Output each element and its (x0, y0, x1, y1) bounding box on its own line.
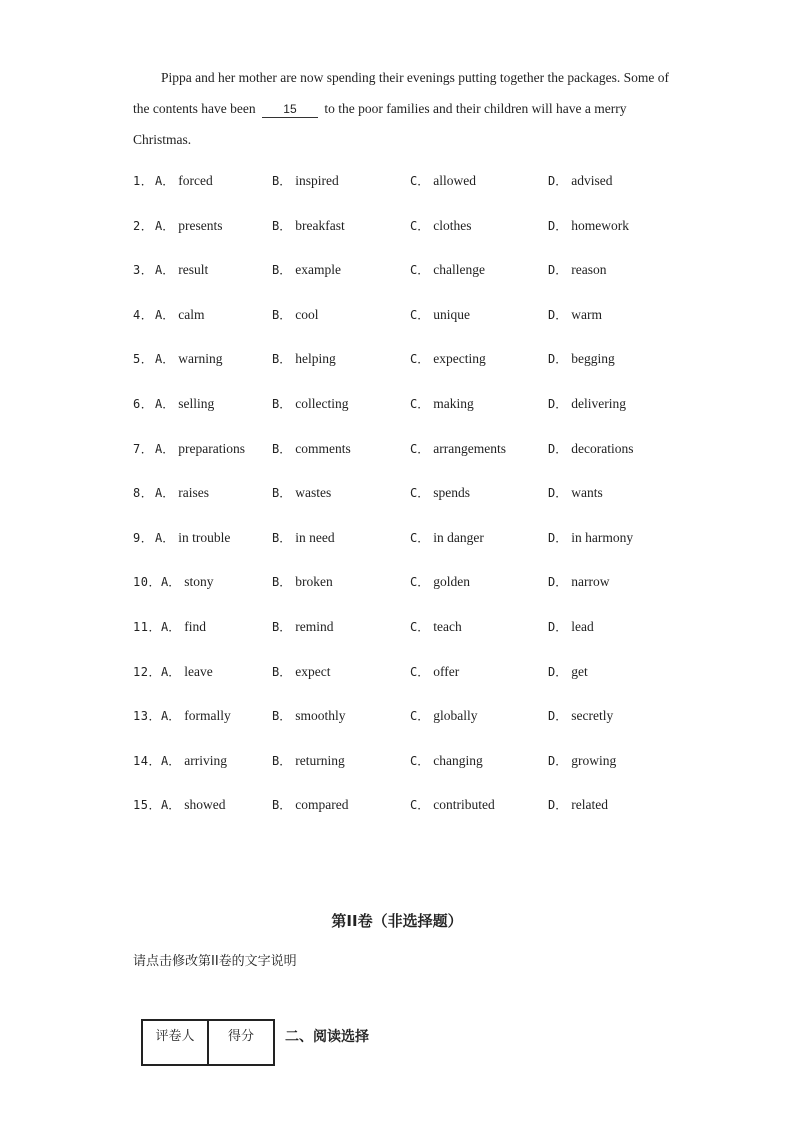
option-letter: B． (272, 575, 292, 590)
option-b[interactable] (272, 663, 330, 680)
option-text: arrangements (433, 440, 506, 456)
option-letter: C． (410, 753, 430, 768)
option-b[interactable] (272, 350, 336, 367)
option-letter: A． (161, 709, 181, 724)
option-letter: D． (548, 396, 568, 411)
question-number: 15． (133, 798, 161, 813)
option-letter: D． (548, 664, 568, 679)
question-row (133, 707, 693, 752)
option-letter: C． (410, 441, 430, 456)
option-d[interactable] (548, 663, 588, 680)
option-text: lead (571, 618, 594, 634)
option-c[interactable] (410, 217, 471, 234)
option-letter: B． (272, 664, 292, 679)
question-number: 1． (133, 174, 154, 188)
option-letter: C． (410, 174, 430, 188)
option-text: decorations (571, 440, 634, 456)
option-letter: A． (155, 352, 175, 367)
question-row (133, 172, 693, 217)
option-a[interactable] (155, 306, 204, 323)
question-number: 14． (133, 753, 161, 768)
option-c[interactable] (410, 172, 476, 189)
option-d[interactable] (548, 350, 615, 367)
option-a[interactable] (155, 440, 245, 457)
option-letter: A． (161, 753, 181, 768)
question-row (133, 618, 693, 663)
option-text: globally (433, 708, 478, 724)
option-a[interactable] (155, 395, 214, 412)
option-text: growing (571, 752, 617, 768)
option-letter: B． (272, 218, 292, 233)
option-text: formally (184, 708, 231, 724)
option-d[interactable] (548, 217, 629, 234)
option-b[interactable] (272, 217, 345, 234)
option-a[interactable] (155, 529, 230, 546)
option-text: wastes (295, 485, 332, 501)
option-text: returning (295, 752, 345, 768)
option-letter: A． (161, 575, 181, 590)
option-letter: A． (155, 218, 175, 233)
score-cell: 得分 (208, 1020, 274, 1065)
option-text: forced (178, 173, 213, 188)
section-note[interactable]: 请点击修改第II卷的文字说明 (133, 954, 297, 969)
option-d[interactable] (548, 261, 606, 278)
option-text: calm (178, 306, 205, 322)
question-number: 7． (133, 441, 154, 456)
option-d[interactable] (548, 796, 608, 813)
question-number: 13． (133, 709, 161, 724)
option-letter: A． (155, 174, 175, 188)
option-a[interactable] (155, 350, 222, 367)
option-b[interactable] (272, 752, 345, 769)
option-d[interactable] (548, 573, 609, 590)
option-a[interactable] (155, 261, 208, 278)
option-letter: D． (548, 352, 568, 367)
option-d[interactable] (548, 172, 612, 189)
option-letter: A． (155, 396, 175, 411)
option-letter: D． (548, 174, 568, 188)
option-c[interactable] (410, 618, 462, 635)
option-text: raises (178, 485, 209, 501)
option-text: get (571, 663, 588, 679)
option-letter: C． (410, 664, 430, 679)
question-number: 12． (133, 664, 161, 679)
option-text: delivering (571, 395, 626, 411)
option-letter: C． (410, 530, 430, 545)
question-row (133, 440, 693, 485)
option-c[interactable] (410, 350, 486, 367)
option-text: offer (433, 663, 460, 679)
option-text: preparations (178, 440, 245, 456)
option-text: find (184, 618, 206, 634)
passage-text-part1: Pippa and her mother are now spending their evenings putting together the packages. Some of the contents have been (133, 70, 669, 116)
option-b[interactable] (272, 796, 348, 813)
option-text: expect (295, 663, 331, 679)
option-letter: B． (272, 174, 292, 188)
option-b[interactable] (272, 484, 331, 501)
option-letter: D． (548, 263, 568, 278)
option-text: secretly (571, 708, 614, 724)
option-letter: B． (272, 709, 292, 724)
option-letter: A． (155, 486, 175, 501)
option-text: golden (433, 574, 470, 590)
option-text: compared (295, 797, 349, 813)
option-b[interactable] (272, 395, 348, 412)
option-text: making (433, 395, 474, 411)
option-letter: D． (548, 798, 568, 813)
option-text: example (295, 262, 341, 278)
question-number: 11． (133, 619, 161, 634)
option-b[interactable] (272, 529, 335, 546)
option-b[interactable] (272, 618, 333, 635)
option-b[interactable] (272, 573, 333, 590)
question-row (133, 752, 693, 797)
option-text: showed (184, 797, 226, 813)
option-c[interactable] (410, 484, 470, 501)
question-list (133, 172, 693, 841)
question-row (133, 529, 693, 574)
option-letter: B． (272, 263, 292, 278)
option-a[interactable] (155, 217, 222, 234)
option-text: presents (178, 217, 223, 233)
option-a[interactable] (161, 663, 213, 680)
option-letter: C． (410, 575, 430, 590)
option-text: wants (571, 485, 603, 501)
option-a[interactable] (161, 618, 206, 635)
option-text: related (571, 797, 608, 813)
option-letter: A． (161, 619, 181, 634)
question-row (133, 796, 693, 841)
option-text: inspired (295, 173, 339, 188)
option-letter: C． (410, 352, 430, 367)
option-letter: D． (548, 530, 568, 545)
option-letter: B． (272, 798, 292, 813)
option-letter: B． (272, 352, 292, 367)
option-d[interactable] (548, 618, 594, 635)
question-row (133, 350, 693, 395)
option-text: warning (178, 351, 223, 367)
question-row (133, 395, 693, 440)
option-text: contributed (433, 797, 495, 813)
option-c[interactable] (410, 573, 470, 590)
question-row (133, 573, 693, 618)
question-number: 2． (133, 218, 154, 233)
option-c[interactable] (410, 306, 470, 323)
option-text: collecting (295, 395, 349, 411)
question-number: 8． (133, 486, 154, 501)
option-letter: C． (410, 486, 430, 501)
option-text: clothes (433, 217, 472, 233)
option-c[interactable] (410, 529, 484, 546)
option-text: challenge (433, 262, 485, 278)
option-letter: C． (410, 307, 430, 322)
option-c[interactable] (410, 261, 485, 278)
option-letter: C． (410, 619, 430, 634)
option-text: broken (295, 574, 333, 590)
option-text: spends (433, 485, 470, 501)
question-number: 3． (133, 263, 154, 278)
option-letter: B． (272, 307, 292, 322)
option-letter: D． (548, 307, 568, 322)
option-letter: A． (161, 798, 181, 813)
question-row (133, 484, 693, 529)
option-text: result (178, 262, 209, 278)
option-b[interactable] (272, 306, 318, 323)
option-b[interactable] (272, 440, 351, 457)
question-row (133, 217, 693, 262)
option-b[interactable] (272, 261, 341, 278)
option-letter: B． (272, 396, 292, 411)
option-letter: A． (155, 530, 175, 545)
option-text: narrow (571, 574, 610, 590)
option-letter: C． (410, 218, 430, 233)
option-letter: B． (272, 441, 292, 456)
option-d[interactable] (548, 306, 602, 323)
option-text: selling (178, 395, 215, 411)
option-c[interactable] (410, 663, 459, 680)
option-a[interactable] (155, 172, 213, 189)
question-number: 10． (133, 575, 161, 590)
option-a[interactable] (155, 484, 209, 501)
option-c[interactable] (410, 440, 506, 457)
option-d[interactable] (548, 484, 603, 501)
option-text: teach (433, 618, 462, 634)
option-text: advised (571, 173, 613, 188)
option-letter: D． (548, 753, 568, 768)
section-title: 第II卷（非选择题） (331, 912, 463, 930)
option-text: arriving (184, 752, 227, 768)
question-row (133, 261, 693, 306)
option-letter: C． (410, 798, 430, 813)
option-text: allowed (433, 173, 476, 188)
option-b[interactable] (272, 172, 339, 189)
option-text: begging (571, 351, 615, 367)
answer-blank: 15 (262, 102, 318, 118)
option-letter: C． (410, 263, 430, 278)
option-text: reason (571, 262, 607, 278)
option-d[interactable] (548, 529, 633, 546)
option-text: changing (433, 752, 483, 768)
option-text: leave (184, 663, 213, 679)
grader-cell: 评卷人 (142, 1020, 208, 1065)
option-text: expecting (433, 351, 486, 367)
option-text: breakfast (295, 217, 345, 233)
option-a[interactable] (161, 796, 225, 813)
passage-paragraph (133, 62, 673, 155)
option-text: in trouble (178, 529, 231, 545)
part-heading: 二、阅读选择 (285, 1029, 369, 1045)
option-text: remind (295, 618, 334, 634)
option-text: cool (295, 306, 319, 322)
option-letter: B． (272, 486, 292, 501)
option-text: in need (295, 529, 335, 545)
question-number: 4． (133, 307, 154, 322)
option-letter: D． (548, 619, 568, 634)
option-b[interactable] (272, 707, 346, 724)
option-text: warm (571, 306, 602, 322)
option-letter: D． (548, 218, 568, 233)
question-number: 5． (133, 352, 154, 367)
option-c[interactable] (410, 752, 483, 769)
question-row (133, 306, 693, 351)
option-text: comments (295, 440, 351, 456)
option-letter: D． (548, 486, 568, 501)
option-letter: D． (548, 709, 568, 724)
option-text: helping (295, 351, 336, 367)
option-c[interactable] (410, 796, 495, 813)
option-letter: B． (272, 753, 292, 768)
option-letter: C． (410, 396, 430, 411)
option-letter: C． (410, 709, 430, 724)
option-c[interactable] (410, 707, 477, 724)
option-text: smoothly (295, 708, 346, 724)
option-text: in danger (433, 529, 484, 545)
question-number: 9． (133, 530, 154, 545)
option-a[interactable] (161, 752, 227, 769)
option-d[interactable] (548, 440, 633, 457)
option-a[interactable] (161, 707, 231, 724)
option-c[interactable] (410, 395, 474, 412)
passage-text-part2: to the poor families and their children will have a merry Christmas. (133, 101, 627, 147)
option-letter: B． (272, 530, 292, 545)
option-d[interactable] (548, 752, 616, 769)
option-letter: D． (548, 575, 568, 590)
option-text: in harmony (571, 529, 634, 545)
option-letter: A． (155, 307, 175, 322)
option-letter: D． (548, 441, 568, 456)
option-text: homework (571, 217, 629, 233)
option-d[interactable] (548, 395, 626, 412)
option-text: stony (184, 574, 214, 590)
option-letter: B． (272, 619, 292, 634)
option-letter: A． (155, 441, 175, 456)
question-row (133, 663, 693, 708)
option-text: unique (433, 306, 470, 322)
option-d[interactable] (548, 707, 613, 724)
option-a[interactable] (161, 573, 214, 590)
option-letter: A． (155, 263, 175, 278)
option-letter: A． (161, 664, 181, 679)
score-table (141, 1019, 275, 1066)
question-number: 6． (133, 396, 154, 411)
